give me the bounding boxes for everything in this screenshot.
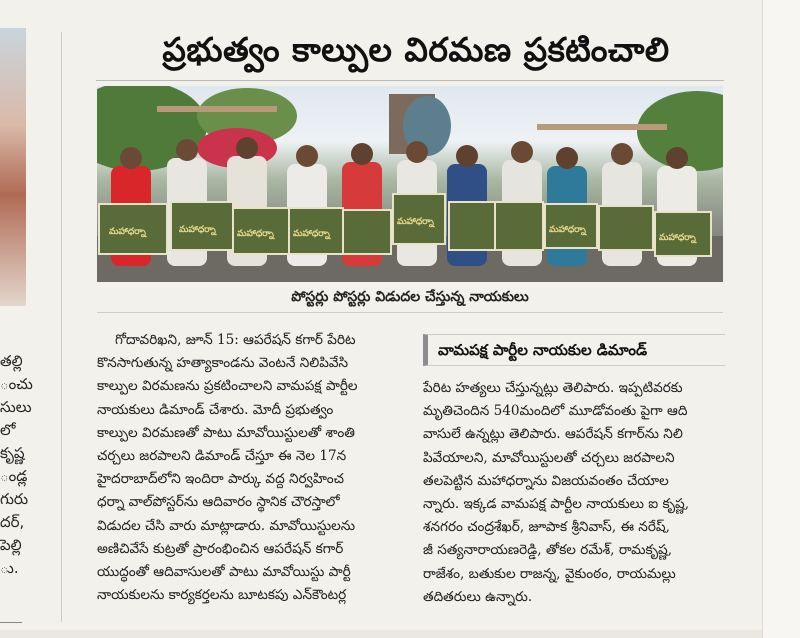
poster-label: మహాధర్నా	[397, 217, 434, 227]
headline-rule	[96, 80, 724, 81]
body-line: తదితరులు ఉన్నారు.	[423, 588, 533, 605]
body-line: శనగరం చంద్రశేఖర్, జూపాక శ్రీనివాస్, ఈ నరేష్,	[423, 519, 670, 536]
body-line: పివేయాలని, మావోయిస్టులతో చర్చలు జరపాలని	[423, 449, 675, 466]
left-column-fragment	[0, 0, 34, 638]
right-margin	[762, 0, 800, 638]
left-fragment-line: దర్,	[0, 513, 25, 531]
left-rule	[0, 622, 22, 623]
column-divider	[61, 32, 62, 622]
poster-label: మహాధర్నా	[237, 229, 274, 239]
body-line: గోదావరిఖని, జూన్ 15: ఆపరేషన్ కగార్ పేరిట	[115, 332, 356, 348]
left-fragment-line: పెల్లి	[0, 536, 22, 554]
caption-rule	[97, 312, 723, 313]
headline: ప్రభుత్వం కాల్పుల విరమణ ప్రకటించాలి	[162, 30, 670, 69]
body-line: ధర్నా వాల్‌పోస్టర్‌ను ఆదివారం స్థానిక చౌరస్తాలో	[97, 494, 340, 511]
poster-label: మహాధర్నా	[109, 227, 146, 237]
body-line: నాయకులు డిమాండ్ చేశారు. మోదీ ప్రభుత్వం	[97, 401, 334, 418]
article-body-right	[423, 377, 723, 609]
article-body-left	[97, 329, 415, 607]
body-line: పేరిట హత్యలు చేస్తున్నట్లు తెలిపారు. ఇప్పటివరకు	[423, 380, 683, 396]
left-fragment-line: లో	[0, 421, 16, 439]
page-bottom-edge	[0, 630, 762, 638]
body-line: తలపెట్టిన మహాధర్నాను విజయవంతం చేయాల	[423, 472, 669, 489]
left-fragment-line: ు.	[0, 559, 19, 577]
body-line: వాసులే ఉన్నట్లు తెలిపారు. ఆపరేషన్ కగార్‌ను నిలి	[423, 426, 683, 443]
photo-illustration	[97, 86, 723, 282]
body-line: కొనసాగుతున్న హత్యాకాండను వెంటనే నిలిపివేసి	[97, 355, 349, 372]
news-photo	[97, 86, 723, 282]
body-line: యుద్ధంతో ఆదివాసులతో పాటు మావోయిస్టు పార్టీ	[97, 563, 351, 580]
body-line: న్నారు. ఇక్కడ వామపక్ష పార్టీల నాయకులు ఐ కృష్ణ,	[423, 495, 690, 512]
subheading: వామపక్ష పార్టీల నాయకుల డిమాండ్	[423, 334, 725, 366]
poster-label: మహాధర్నా	[293, 229, 330, 239]
body-line: చర్చలు జరపాలని డిమాండ్ చేస్తూ ఈ నెల 17న	[97, 447, 347, 464]
body-line: మృతిచెందిన 540మందిలో మూడోవంతు పైగా ఆది	[423, 403, 688, 420]
poster-label: మహాధర్నా	[179, 225, 216, 235]
poster-label: మహాధర్నా	[549, 225, 586, 235]
body-line: హైదరాబాద్‌లోని ఇందిరా పార్కు వద్ద నిర్వహించ	[97, 471, 344, 488]
left-text-fragment	[0, 350, 34, 580]
body-line: కాల్పుల విరమణను ప్రకటించాలని వామపక్ష పార్టీల	[97, 378, 358, 395]
body-line: కాల్పుల విరమణతో పాటు మావోయిస్టులతో శాంతి	[97, 424, 355, 441]
left-fragment-line: ంచు	[0, 375, 33, 393]
poster-label: మహాధర్నా	[659, 233, 696, 243]
left-fragment-line: తల్లి	[0, 352, 23, 370]
left-fragment-line: ండ్ల	[0, 467, 28, 485]
left-photo-fragment	[0, 28, 26, 306]
body-line: అణిచివేసే కుట్రతో ప్రారంభించిన ఆపరేషన్ కగార్	[97, 540, 344, 557]
body-line: రాజేశం, బతుకుల రాజన్న, వైకుంఠం, రాయమల్లు	[423, 565, 676, 582]
photo-caption: పోస్టర్లు పోస్టర్లు విడుదల చేస్తున్న నాయకులు	[291, 289, 529, 305]
left-fragment-line: కృష్ణ	[0, 444, 25, 462]
left-fragment-line: సులు	[0, 398, 32, 416]
body-line: జీ సత్యనారాయణరెడ్డి, తోకల రమేశ్, రామకృష్ణ,	[423, 542, 673, 559]
body-line: విడుదల చేసి వారు మాట్లాడారు. మావోయిస్టులను	[97, 517, 356, 534]
body-line: నాయకులను కార్యకర్తలను బూటకపు ఎన్‌కౌంటర్ల	[97, 587, 347, 604]
left-fragment-line: గురు	[0, 490, 29, 508]
